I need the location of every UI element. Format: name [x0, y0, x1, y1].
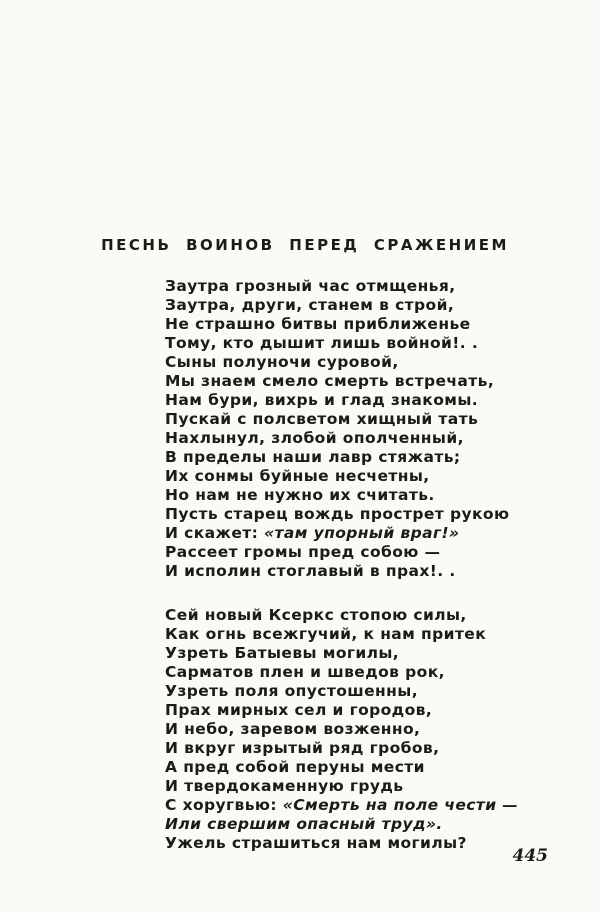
poem-line-segment: Как огнь всежгучий, к нам притек — [165, 625, 487, 643]
poem-line-segment: Сарматов плен и шведов рок, — [165, 663, 445, 681]
poem-line-segment: И небо, заревом возженно, — [165, 720, 421, 738]
poem-stanza-1 — [165, 277, 555, 581]
poem-line-segment: Сыны полуночи суровой, — [165, 353, 399, 371]
poem-line — [165, 606, 555, 625]
poem-line — [165, 429, 555, 448]
poem-line-segment: Узреть Батыевы могилы, — [165, 644, 400, 662]
poem-line-segment: Мы знаем смело смерть встречать, — [165, 372, 495, 390]
poem-line — [165, 410, 555, 429]
poem-line-segment: Пусть старец вождь прострет рукою — [165, 505, 510, 523]
poem-line — [165, 701, 555, 720]
poem-line-segment: Тому, кто дышит лишь войной!. . — [165, 334, 479, 352]
poem-line-segment: И твердокаменную грудь — [165, 777, 404, 795]
poem-line-segment: А пред собой перуны мести — [165, 758, 425, 776]
poem-line-segment: Но нам не нужно их считать. — [165, 486, 435, 504]
poem-body — [165, 277, 555, 878]
poem-line — [165, 296, 555, 315]
poem-line — [165, 562, 555, 581]
poem-line-segment: Пускай с полсветом хищный тать — [165, 410, 479, 428]
poem-line-italic-segment: «там упорный враг!» — [264, 524, 460, 542]
poem-line-segment: Ужель страшиться нам могилы? — [165, 834, 467, 852]
page-number: 445 — [512, 846, 548, 866]
poem-line — [165, 353, 555, 372]
poem-line — [165, 467, 555, 486]
poem-line — [165, 543, 555, 562]
poem-line — [165, 777, 555, 796]
poem-line — [165, 372, 555, 391]
poem-line-italic-segment: Или свершим опасный труд». — [165, 815, 443, 833]
poem-line-segment: В пределы наши лавр стяжать; — [165, 448, 461, 466]
poem-line — [165, 524, 555, 543]
poem-line-segment: И исполин стоглавый в прах!. . — [165, 562, 456, 580]
poem-line — [165, 277, 555, 296]
poem-line — [165, 815, 555, 834]
poem-line — [165, 644, 555, 663]
poem-line-segment: Сей новый Ксеркс стопою силы, — [165, 606, 467, 624]
poem-line — [165, 391, 555, 410]
poem-line-italic-segment: «Смерть на поле чести — — [282, 796, 519, 814]
poem-line-segment: Узреть поля опустошенны, — [165, 682, 418, 700]
poem-line — [165, 625, 555, 644]
poem-line-segment: И вкруг изрытый ряд гробов, — [165, 739, 440, 757]
poem-line — [165, 448, 555, 467]
poem-line — [165, 758, 555, 777]
poem-line-segment: Заутра грозный час отмщенья, — [165, 277, 456, 295]
poem-stanza-2 — [165, 606, 555, 853]
poem-line-segment: Нам бури, вихрь и глад знакомы. — [165, 391, 479, 409]
poem-line-segment: Рассеет громы пред собою — — [165, 543, 441, 561]
poem-line — [165, 486, 555, 505]
poem-line — [165, 334, 555, 353]
poem-line — [165, 796, 555, 815]
poem-line-segment: Прах мирных сел и городов, — [165, 701, 433, 719]
poem-line-segment: Не страшно битвы приближенье — [165, 315, 471, 333]
poem-line — [165, 315, 555, 334]
poem-line-segment: И скажет: — [165, 524, 265, 542]
poem-line-segment: С хоругвью: — [165, 796, 283, 814]
poem-line — [165, 663, 555, 682]
poem-line-segment: Нахлынул, злобой ополченный, — [165, 429, 464, 447]
poem-line — [165, 505, 555, 524]
poem-line — [165, 739, 555, 758]
poem-line-segment: Их сонмы буйные несчетны, — [165, 467, 430, 485]
poem-line-segment: Заутра, други, станем в строй, — [165, 296, 455, 314]
poem-line — [165, 720, 555, 739]
poem-line — [165, 682, 555, 701]
poem-line — [165, 834, 555, 853]
poem-title: ПЕСНЬ ВОИНОВ ПЕРЕД СРАЖЕНИЕМ — [101, 236, 509, 254]
